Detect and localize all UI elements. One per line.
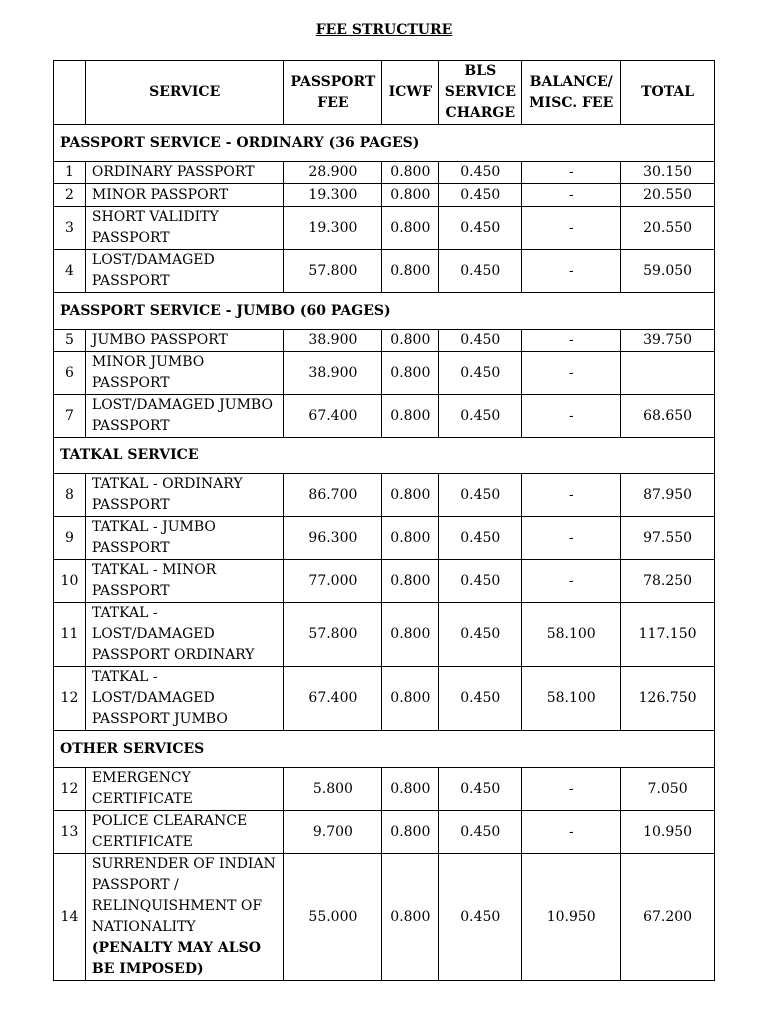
cell-icwf: 0.800 [382,330,439,352]
cell-sn: 7 [54,395,86,438]
cell-bls-service-charge: 0.450 [439,603,522,667]
cell-sn: 11 [54,603,86,667]
cell-service: EMERGENCY CERTIFICATE [85,768,284,811]
cell-sn: 10 [54,560,86,603]
table-row [54,667,715,731]
cell-total: 10.950 [621,811,715,854]
cell-sn: 14 [54,854,86,981]
cell-sn: 4 [54,250,86,293]
cell-bls-service-charge: 0.450 [439,207,522,250]
cell-sn: 1 [54,162,86,184]
cell-icwf: 0.800 [382,184,439,207]
cell-balance-misc-fee: - [522,352,621,395]
cell-bls-service-charge: 0.450 [439,250,522,293]
cell-service: ORDINARY PASSPORT [85,162,284,184]
cell-total: 67.200 [621,854,715,981]
page-title: FEE STRUCTURE [315,22,453,38]
cell-sn: 6 [54,352,86,395]
cell-bls-service-charge: 0.450 [439,352,522,395]
cell-total: 68.650 [621,395,715,438]
table-row [54,811,715,854]
table-row [54,517,715,560]
cell-icwf: 0.800 [382,250,439,293]
cell-total: 20.550 [621,207,715,250]
cell-total: 59.050 [621,250,715,293]
cell-bls-service-charge: 0.450 [439,474,522,517]
cell-total: 78.250 [621,560,715,603]
cell-total: 126.750 [621,667,715,731]
table-row [54,603,715,667]
fee-table [53,60,715,981]
service-label: SURRENDER OF INDIAN PASSPORT / RELINQUISHMENT OF NATIONALITY [91,856,276,935]
cell-service: TATKAL - MINOR PASSPORT [85,560,284,603]
cell-sn: 8 [54,474,86,517]
cell-icwf: 0.800 [382,811,439,854]
cell-balance-misc-fee: 58.100 [522,667,621,731]
header-sn [54,61,86,125]
cell-passport-fee: 55.000 [284,854,382,981]
cell-balance-misc-fee: - [522,560,621,603]
cell-sn: 9 [54,517,86,560]
cell-icwf: 0.800 [382,474,439,517]
cell-bls-service-charge: 0.450 [439,667,522,731]
cell-icwf: 0.800 [382,207,439,250]
table-row [54,207,715,250]
fee-table-body [54,125,715,981]
cell-balance-misc-fee: - [522,768,621,811]
section-title: OTHER SERVICES [54,731,715,768]
table-row [54,474,715,517]
cell-passport-fee: 9.700 [284,811,382,854]
cell-passport-fee: 67.400 [284,667,382,731]
section-header-row [54,125,715,162]
cell-service: TATKAL - LOST/DAMAGED PASSPORT ORDINARY [85,603,284,667]
cell-balance-misc-fee: - [522,330,621,352]
cell-service: TATKAL - LOST/DAMAGED PASSPORT JUMBO [85,667,284,731]
header-total: TOTAL [621,61,715,125]
cell-passport-fee: 38.900 [284,330,382,352]
cell-icwf: 0.800 [382,162,439,184]
cell-sn: 3 [54,207,86,250]
cell-service: MINOR JUMBO PASSPORT [85,352,284,395]
cell-icwf: 0.800 [382,517,439,560]
cell-balance-misc-fee: - [522,811,621,854]
header-balance-misc-fee: BALANCE/ MISC. FEE [522,61,621,125]
cell-bls-service-charge: 0.450 [439,395,522,438]
table-row [54,768,715,811]
table-row [54,184,715,207]
table-row [54,162,715,184]
cell-total [621,352,715,395]
cell-total: 97.550 [621,517,715,560]
section-header-row [54,731,715,768]
cell-sn: 12 [54,667,86,731]
cell-bls-service-charge: 0.450 [439,184,522,207]
cell-passport-fee: 19.300 [284,207,382,250]
cell-service: LOST/DAMAGED JUMBO PASSPORT [85,395,284,438]
section-header-row [54,293,715,330]
cell-total: 39.750 [621,330,715,352]
cell-balance-misc-fee: - [522,250,621,293]
cell-sn: 2 [54,184,86,207]
table-row [54,560,715,603]
cell-passport-fee: 77.000 [284,560,382,603]
cell-total: 20.550 [621,184,715,207]
cell-passport-fee: 5.800 [284,768,382,811]
cell-balance-misc-fee: 10.950 [522,854,621,981]
cell-service: LOST/DAMAGED PASSPORT [85,250,284,293]
cell-service [85,854,284,981]
cell-bls-service-charge: 0.450 [439,854,522,981]
cell-total: 7.050 [621,768,715,811]
section-title: PASSPORT SERVICE - ORDINARY (36 PAGES) [54,125,715,162]
cell-service: SHORT VALIDITY PASSPORT [85,207,284,250]
cell-passport-fee: 19.300 [284,184,382,207]
cell-balance-misc-fee: - [522,162,621,184]
table-row [54,395,715,438]
cell-balance-misc-fee: - [522,517,621,560]
cell-icwf: 0.800 [382,395,439,438]
cell-bls-service-charge: 0.450 [439,162,522,184]
cell-bls-service-charge: 0.450 [439,330,522,352]
cell-passport-fee: 57.800 [284,250,382,293]
cell-bls-service-charge: 0.450 [439,811,522,854]
cell-passport-fee: 28.900 [284,162,382,184]
section-header-row [54,438,715,474]
section-title: PASSPORT SERVICE - JUMBO (60 PAGES) [54,293,715,330]
section-title: TATKAL SERVICE [54,438,715,474]
cell-passport-fee: 67.400 [284,395,382,438]
cell-icwf: 0.800 [382,768,439,811]
cell-passport-fee: 86.700 [284,474,382,517]
header-passport-fee: PASSPORT FEE [284,61,382,125]
cell-icwf: 0.800 [382,352,439,395]
table-row [54,854,715,981]
cell-passport-fee: 57.800 [284,603,382,667]
cell-bls-service-charge: 0.450 [439,517,522,560]
cell-service: TATKAL - ORDINARY PASSPORT [85,474,284,517]
cell-icwf: 0.800 [382,560,439,603]
cell-service: TATKAL - JUMBO PASSPORT [85,517,284,560]
cell-icwf: 0.800 [382,667,439,731]
cell-service: MINOR PASSPORT [85,184,284,207]
cell-passport-fee: 38.900 [284,352,382,395]
cell-bls-service-charge: 0.450 [439,768,522,811]
cell-total: 117.150 [621,603,715,667]
header-bls-service-charge: BLS SERVICE CHARGE [439,61,522,125]
cell-total: 87.950 [621,474,715,517]
cell-balance-misc-fee: - [522,395,621,438]
header-icwf: ICWF [382,61,439,125]
cell-balance-misc-fee: - [522,184,621,207]
cell-balance-misc-fee: - [522,207,621,250]
table-row [54,250,715,293]
header-row [54,61,715,125]
cell-sn: 12 [54,768,86,811]
cell-icwf: 0.800 [382,854,439,981]
table-row [54,330,715,352]
cell-balance-misc-fee: - [522,474,621,517]
service-note: (PENALTY MAY ALSO BE IMPOSED) [91,940,261,977]
table-row [54,352,715,395]
cell-service: JUMBO PASSPORT [85,330,284,352]
cell-balance-misc-fee: 58.100 [522,603,621,667]
cell-sn: 13 [54,811,86,854]
cell-passport-fee: 96.300 [284,517,382,560]
cell-total: 30.150 [621,162,715,184]
cell-bls-service-charge: 0.450 [439,560,522,603]
cell-service: POLICE CLEARANCE CERTIFICATE [85,811,284,854]
cell-sn: 5 [54,330,86,352]
cell-icwf: 0.800 [382,603,439,667]
header-service: SERVICE [85,61,284,125]
